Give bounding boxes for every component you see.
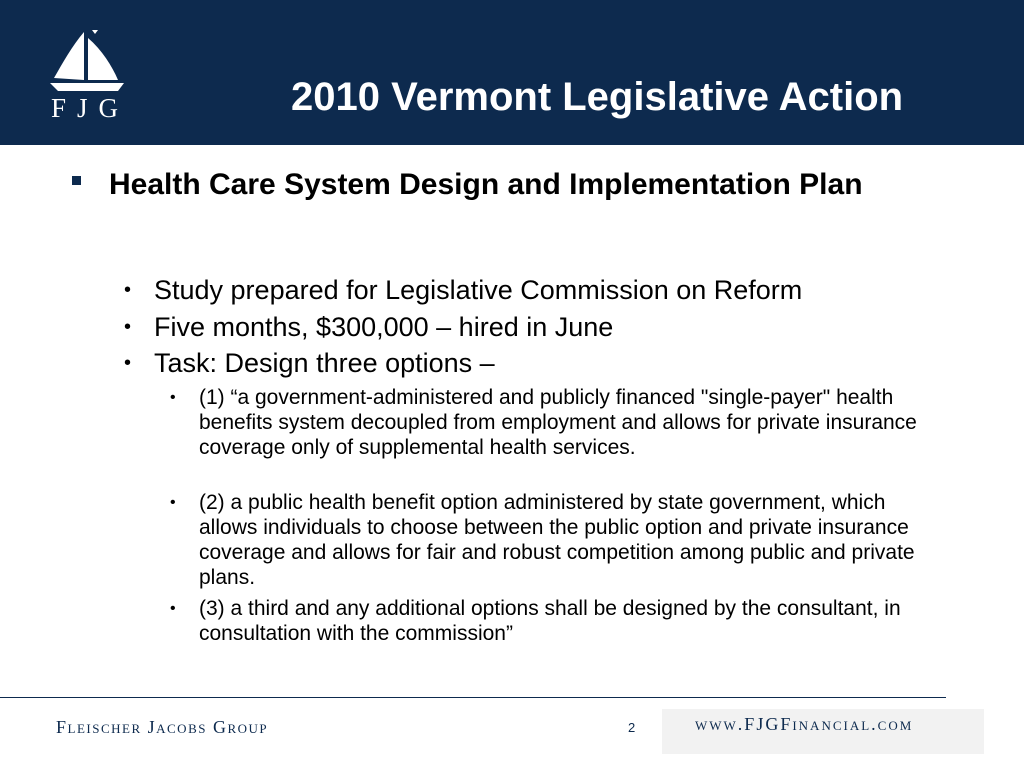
option-text: (3) a third and any additional options shall be designed by the consultant, in consultation with the commission” [199,597,901,645]
round-bullet-icon: • [124,352,132,374]
sub-bullet-text: Task: Design three options – [154,348,495,378]
round-bullet-icon: • [124,279,132,301]
footer-company-name: Fleischer Jacobs Group [56,717,269,737]
square-bullet-icon [72,176,81,185]
footer-divider [0,697,946,698]
round-bullet-icon: • [170,494,176,511]
slide-header [0,0,1024,145]
page-number: 2 [628,720,636,735]
round-bullet-icon: • [124,316,132,338]
option-text: (2) a public health benefit option administered by state government, which allows individuals to choose between the public option and private insurance coverage and allows for fair and robust competition among public and private plans. [199,491,915,589]
footer-website: www.FJGFinancial.com [695,714,914,734]
round-bullet-icon: • [170,389,176,406]
sub-bullet-text: Study prepared for Legislative Commission on Reform [154,275,803,305]
logo-text: FJG [51,93,130,123]
main-bullet-text: Health Care System Design and Implementation Plan [109,168,863,201]
sailing-ship-icon [48,28,128,94]
round-bullet-icon: • [170,600,176,617]
slide-title: 2010 Vermont Legislative Action [291,75,904,119]
company-logo [40,28,140,128]
sub-bullet-text: Five months, $300,000 – hired in June [154,312,614,342]
option-text: (1) “a government-administered and publicly financed "single-payer" health benefits system decoupled from employment and allows for private insurance coverage only of supplemental health services. [199,386,917,459]
